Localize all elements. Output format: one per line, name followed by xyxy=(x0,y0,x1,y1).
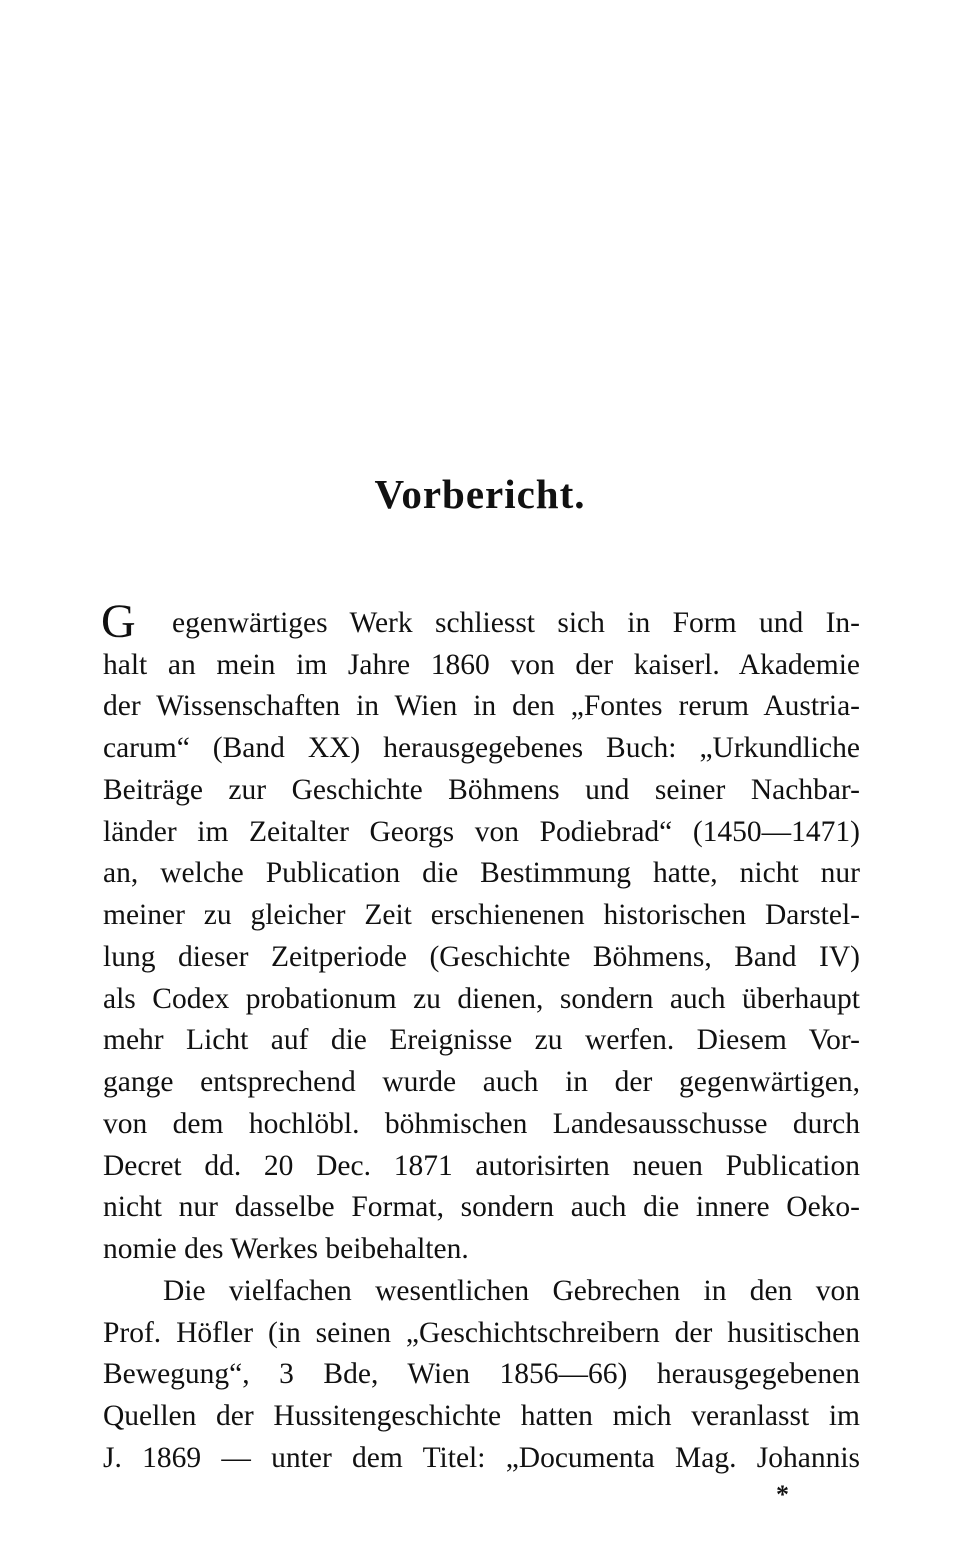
text-line: Die vielfachen wesentlichen Gebrechen in den von xyxy=(163,1275,860,1307)
text-line: an, welche Publication die Bestimmung hatte, nicht nur xyxy=(103,857,860,889)
text-line: meiner zu gleicher Zeit erschienenen historischen Darstel- xyxy=(103,899,860,931)
text-line: nomie des Werkes beibehalten. xyxy=(103,1233,469,1265)
text-line: von dem hochlöbl. böhmischen Landesausschusse durch xyxy=(103,1108,860,1140)
text-line: Quellen der Hussitengeschichte hatten mich veranlasst im xyxy=(103,1400,860,1432)
text-line: J. 1869 — unter dem Titel: „Documenta Mag. Johannis xyxy=(103,1442,860,1474)
text-line: lung dieser Zeitperiode (Geschichte Böhmens, Band IV) xyxy=(103,941,860,973)
signature-mark: * xyxy=(776,1480,789,1509)
text-line: länder im Zeitalter Georgs von Podiebrad“ (1450—1471) xyxy=(103,816,860,848)
text-line: carum“ (Band XX) herausgegebenes Buch: „Urkundliche xyxy=(103,732,860,764)
text-line: Decret dd. 20 Dec. 1871 autorisirten neuen Publication xyxy=(103,1150,860,1182)
text-line: Bewegung“, 3 Bde, Wien 1856—66) herausgegebenen xyxy=(103,1358,860,1390)
text-line: halt an mein im Jahre 1860 von der kaiserl. Akademie xyxy=(103,649,860,681)
text-line: Prof. Höfler (in seinen „Geschichtschreibern der husitischen xyxy=(103,1317,860,1349)
text-line: als Codex probationum zu dienen, sondern auch überhaupt xyxy=(103,983,860,1015)
text-line: egenwärtiges Werk schliesst sich in Form und In- xyxy=(172,607,860,639)
text-line: mehr Licht auf die Ereignisse zu werfen. Diesem Vor- xyxy=(103,1024,860,1056)
page-title: Vorbericht. xyxy=(374,471,586,517)
text-line: Beiträge zur Geschichte Böhmens und seiner Nachbar- xyxy=(103,774,860,806)
text-line: nicht nur dasselbe Format, sondern auch die innere Oeko- xyxy=(103,1191,860,1223)
drop-cap: G xyxy=(101,595,136,648)
text-line: der Wissenschaften in Wien in den „Fontes rerum Austria- xyxy=(103,690,860,722)
text-line: gange entsprechend wurde auch in der gegenwärtigen, xyxy=(103,1066,860,1098)
